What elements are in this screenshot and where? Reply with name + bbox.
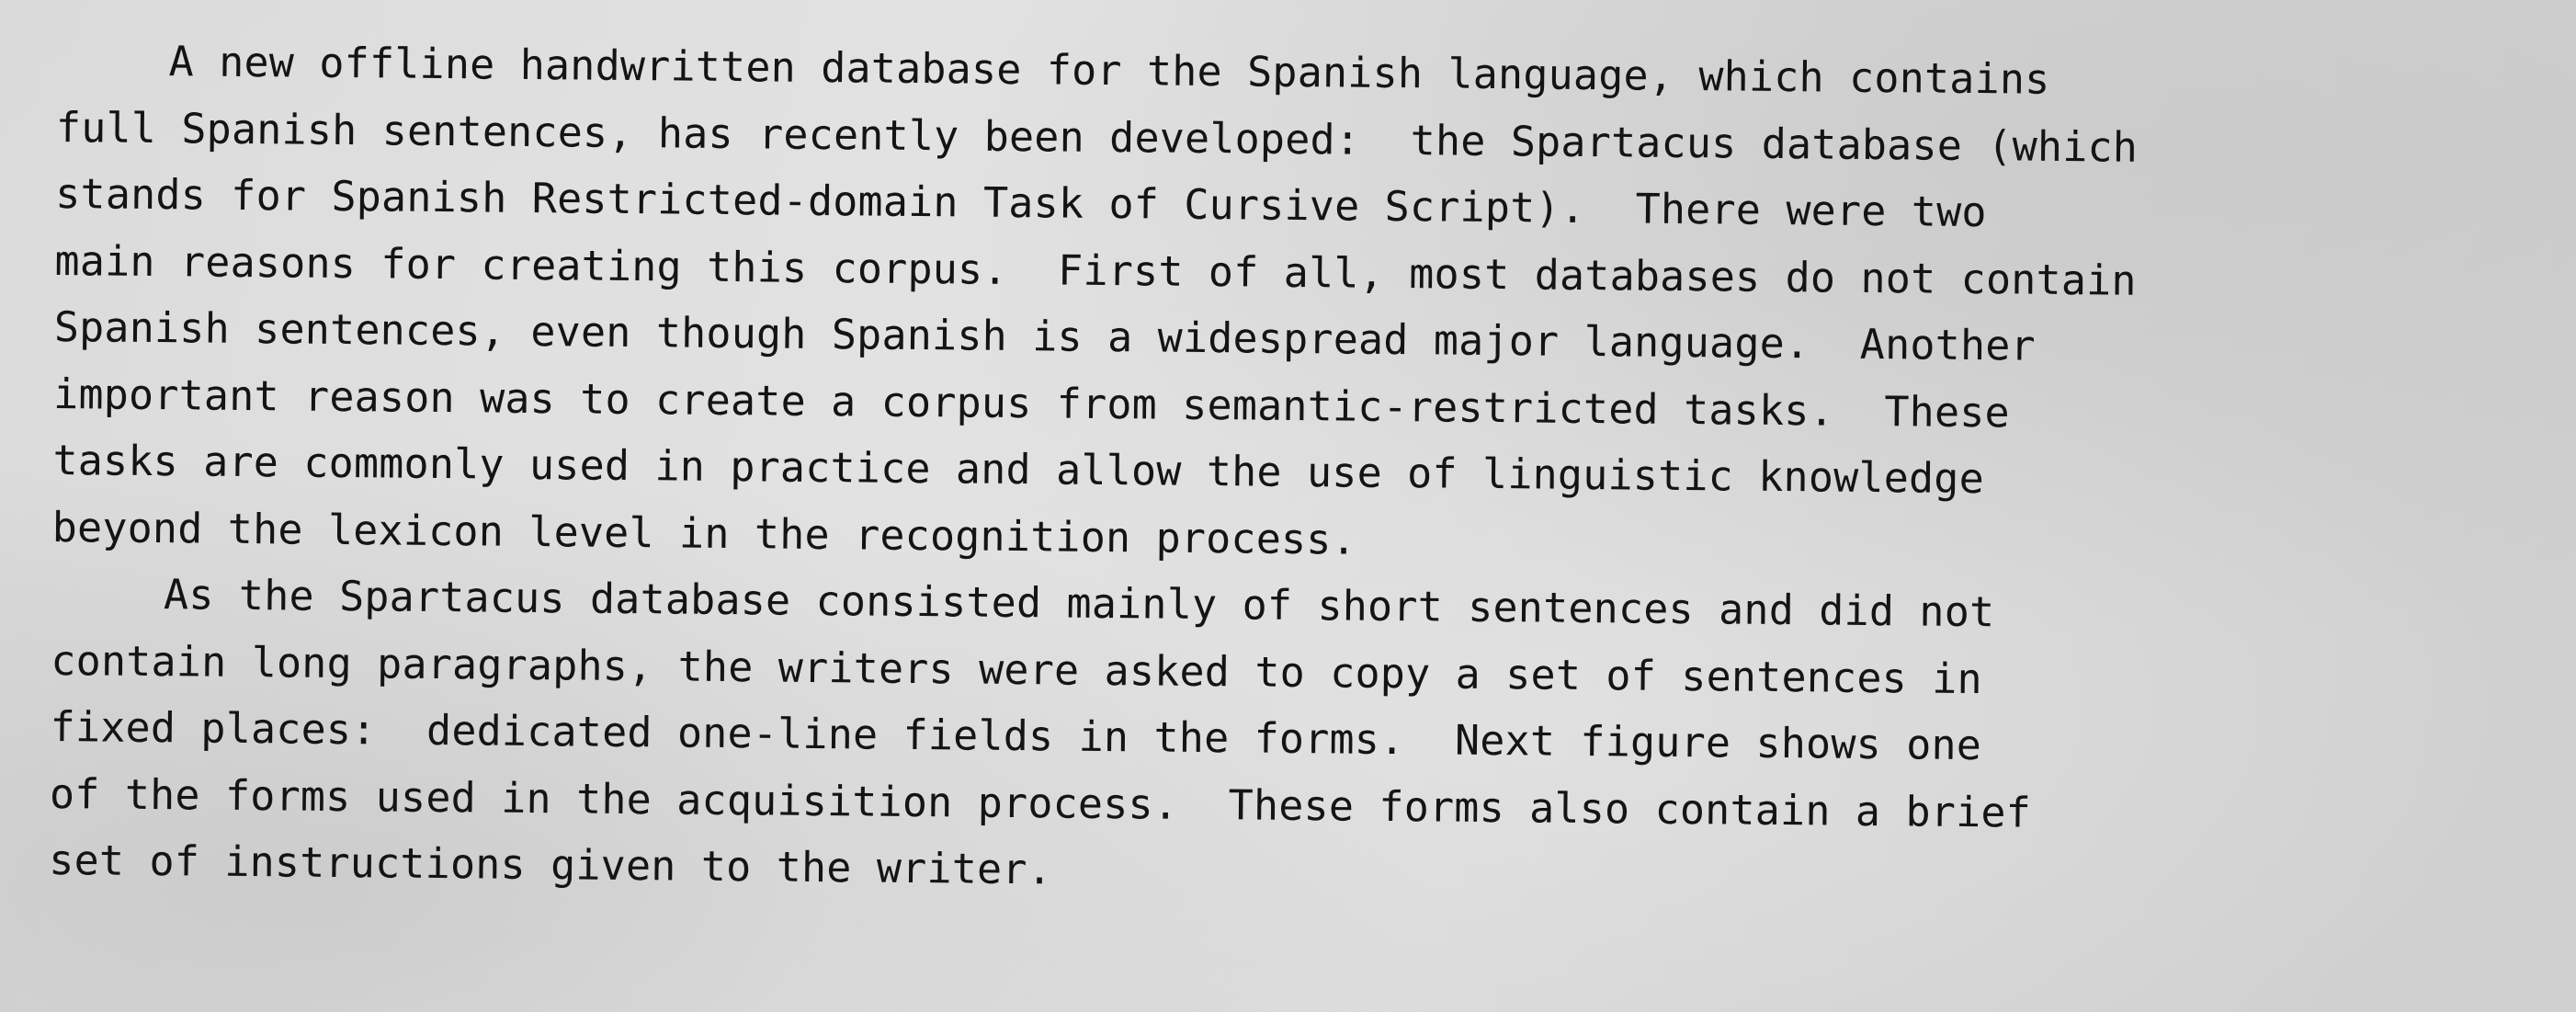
text-line: of the forms used in the acquisition process. These forms also contain a brief bbox=[49, 768, 2032, 837]
text-line: set of instructions given to the writer. bbox=[49, 835, 1053, 894]
text-line: stands for Spanish Restricted-domain Task of Cursive Script). There were two bbox=[55, 168, 1987, 237]
paragraph-2 bbox=[49, 561, 2551, 918]
text-line: fixed places: dedicated one-line fields in the forms. Next figure shows one bbox=[50, 701, 1982, 770]
text-line: A new offline handwritten database for the Spanish language, which contains bbox=[168, 37, 2050, 104]
paragraph-1 bbox=[51, 28, 2556, 585]
text-line: important reason was to create a corpus from semantic-restricted tasks. These bbox=[52, 369, 2011, 437]
body-text bbox=[49, 28, 2557, 918]
text-line: main reasons for creating this corpus. First of all, most databases do not contain bbox=[54, 235, 2137, 305]
text-line: Spanish sentences, even though Spanish is a widespread major language. Another bbox=[53, 301, 2037, 370]
text-line: full Spanish sentences, has recently been developed: the Spartacus database (which bbox=[55, 102, 2139, 172]
text-line: contain long paragraphs, the writers were asked to copy a set of sentences in bbox=[51, 635, 1983, 703]
text-line: beyond the lexicon level in the recognition process. bbox=[51, 502, 1357, 564]
text-line: As the Spartacus database consisted mainly of short sentences and did not bbox=[163, 570, 1995, 637]
text-line: tasks are commonly used in practice and allow the use of linguistic knowledge bbox=[52, 435, 1985, 504]
